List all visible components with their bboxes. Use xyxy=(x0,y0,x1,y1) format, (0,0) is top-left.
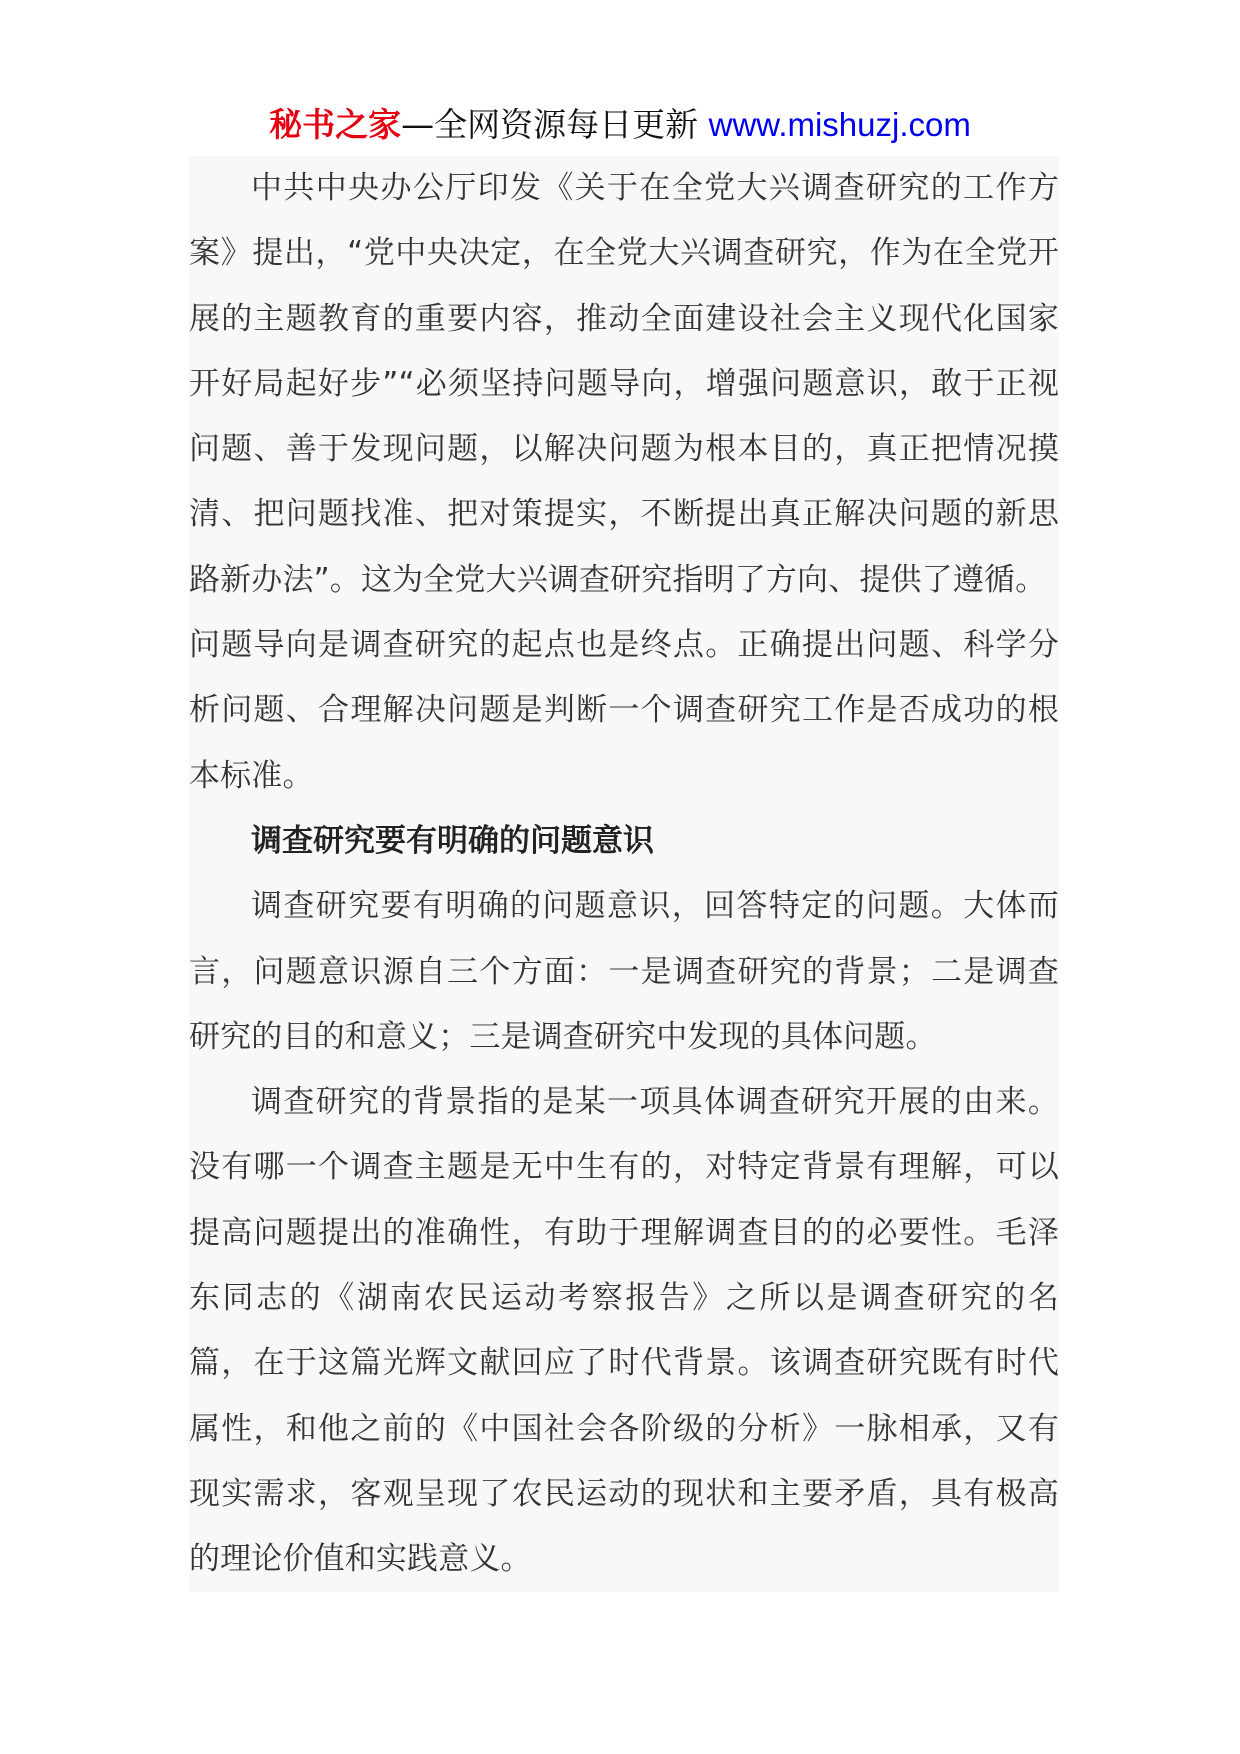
site-header xyxy=(0,100,1240,150)
site-url-link[interactable]: www.mishuzj.com xyxy=(708,106,971,143)
article-paragraph-1: 调查研究要有明确的问题意识，回答特定的问题。大体而言，问题意识源自三个方面：一是调查研究的背景；二是调查研究的目的和意义；三是调查研究中发现的具体问题。 xyxy=(189,888,1059,1055)
article-body xyxy=(189,156,1059,1592)
section-heading: 调查研究要有明确的问题意识 xyxy=(251,822,654,859)
article-intro-paragraph: 中共中央办公厅印发《关于在全党大兴调查研究的工作方案》提出，“党中央决定，在全党大兴调查研究，作为在全党开展的主题教育的重要内容，推动全面建设社会主义现代化国家开好局起好步”“必须坚持问题导向，增强问题意识，敢于正视问题、善于发现问题，以解决问题为根本目的，真正把情况摸清、把问题找准、把对策提实，不断提出真正解决问题的新思路新办法”。这为全党大兴调查研究指明了方向、提供了遵循。 xyxy=(189,170,1059,598)
article-paragraph-2: 调查研究的背景指的是某一项具体调查研究开展的由来。没有哪一个调查主题是无中生有的，对特定背景有理解，可以提高问题提出的准确性，有助于理解调查目的的必要性。毛泽东同志的《湖南农民运动考察报告》之所以是调查研究的名篇，在于这篇光辉文献回应了时代背景。该调查研究既有时代属性，和他之前的《中国社会各阶级的分析》一脉相承，又有现实需求，客观呈现了农民运动的现状和主要矛盾，具有极高的理论价值和实践意义。 xyxy=(189,1084,1059,1578)
site-brand: 秘书之家 xyxy=(269,105,402,144)
article-intro-continuation: 问题导向是调查研究的起点也是终点。正确提出问题、科学分析问题、合理解决问题是判断一个调查研究工作是否成功的根本标准。 xyxy=(189,627,1059,794)
site-tagline: —全网资源每日更新 xyxy=(401,105,709,144)
